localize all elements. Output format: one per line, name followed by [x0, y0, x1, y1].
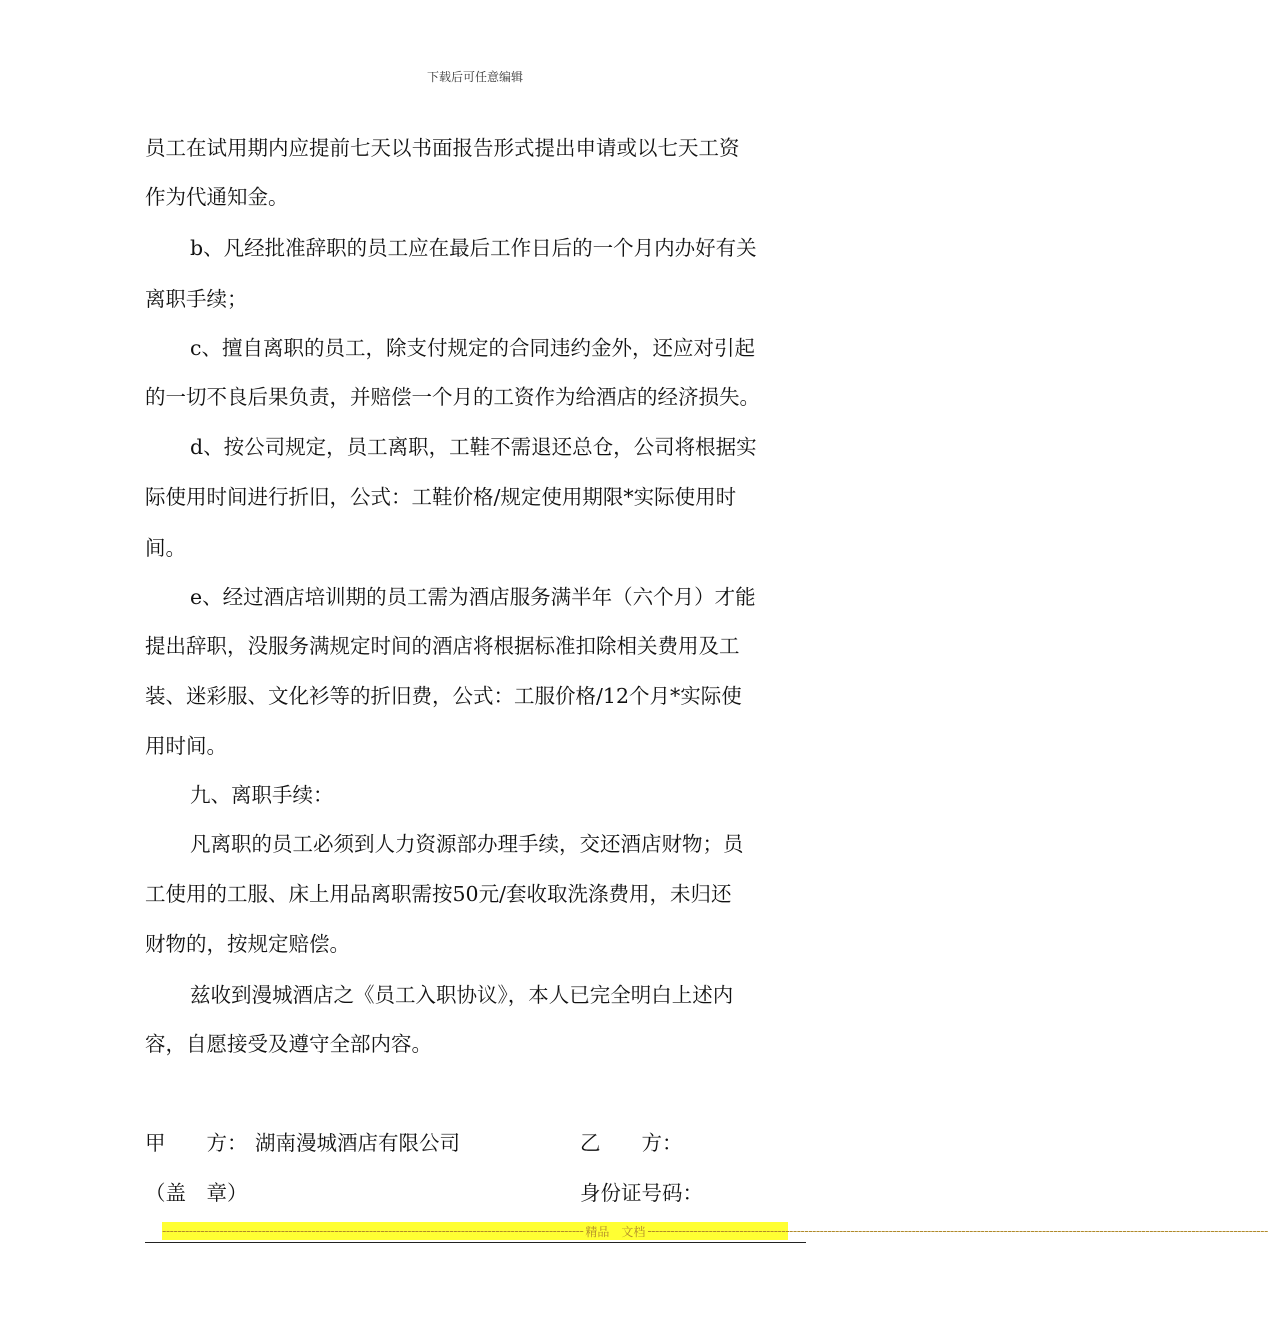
footer-banner: [162, 1222, 1268, 1240]
clause-c-line: c、擅自离职的员工，除支付规定的合同违约金外，还应对引起: [190, 336, 755, 360]
banner-dashes-right: ------------------------------------------------------------------------------------------------------------------------------------------------------------------: [647, 1224, 1268, 1238]
body-line: 凡离职的员工必须到人力资源部办理手续，交还酒店财物；员: [190, 832, 744, 856]
party-b-label: 乙 方：: [580, 1131, 683, 1155]
banner-dashes-left: --------------------------------------------------------------------------------------------------------------: [162, 1224, 584, 1238]
id-number-label: 身份证号码：: [580, 1181, 703, 1205]
body-line: 装、迷彩服、文化衫等的折旧费，公式：工服价格/12个月*实际使: [145, 684, 742, 708]
footer-banner-text: 精品 文档: [585, 1224, 646, 1239]
body-line: 作为代通知金。: [145, 185, 289, 209]
body-line: 的一切不良后果负责，并赔偿一个月的工资作为给酒店的经济损失。: [145, 385, 760, 409]
body-line: 工使用的工服、床上用品离职需按50元/套收取洗涤费用，未归还: [145, 882, 732, 906]
section-heading: 九、离职手续：: [190, 783, 334, 807]
body-line: 离职手续；: [145, 287, 248, 311]
clause-b-line: b、凡经批准辞职的员工应在最后工作日后的一个月内办好有关: [190, 236, 757, 260]
party-a-name: 湖南漫城酒店有限公司: [255, 1131, 460, 1155]
clause-e-line: e、经过酒店培训期的员工需为酒店服务满半年（六个月）才能: [190, 585, 756, 609]
seal-label: （盖 章）: [145, 1181, 248, 1205]
body-line: 际使用时间进行折旧，公式：工鞋价格/规定使用期限*实际使用时: [145, 485, 737, 509]
party-a-label: 甲 方：: [145, 1131, 248, 1155]
body-line: 提出辞职，没服务满规定时间的酒店将根据标准扣除相关费用及工: [145, 634, 740, 658]
footer-rule: [145, 1242, 806, 1243]
page-header-note: 下载后可任意编辑: [426, 70, 523, 84]
body-line: 员工在试用期内应提前七天以书面报告形式提出申请或以七天工资: [145, 136, 740, 160]
body-line: 容，自愿接受及遵守全部内容。: [145, 1032, 432, 1056]
body-line: 间。: [145, 536, 186, 560]
acknowledgement-line: 兹收到漫城酒店之《员工入职协议》，本人已完全明白上述内: [190, 983, 734, 1007]
body-line: 财物的，按规定赔偿。: [145, 932, 350, 956]
body-line: 用时间。: [145, 734, 227, 758]
clause-d-line: d、按公司规定，员工离职，工鞋不需退还总仓，公司将根据实: [190, 435, 757, 459]
